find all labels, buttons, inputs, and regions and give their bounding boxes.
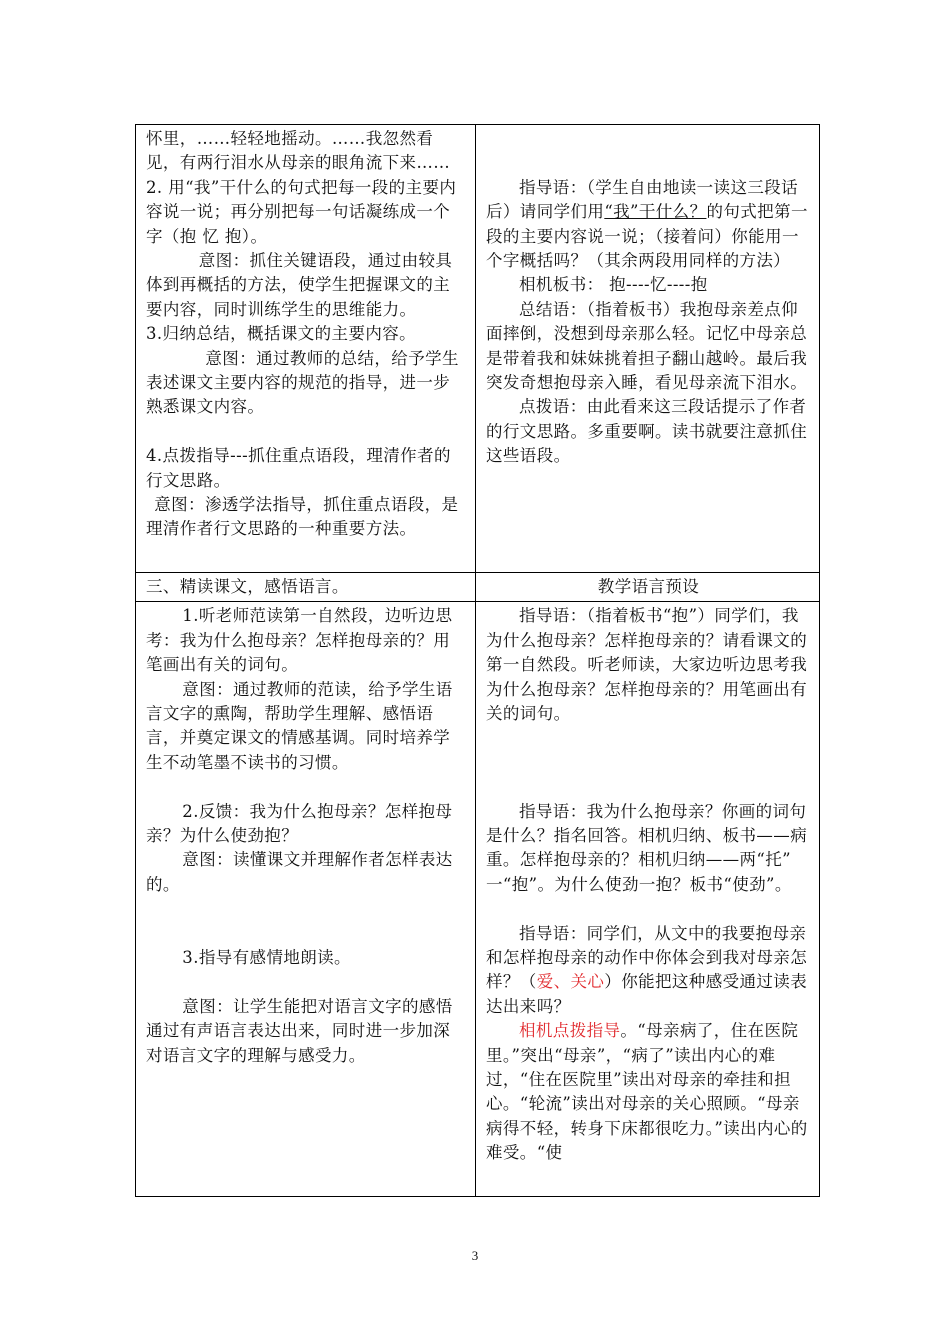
guide-paragraph: 指导语：我为什么抱母亲？你画的词句是什么？指名回答。相机归纳、板书——病重。怎样抱母亲的？相机归纳——两“托” 一“抱”。为什么使劲一抱？板书“使劲”。	[486, 801, 808, 894]
column-heading: 教学语言预设	[476, 573, 820, 602]
spacer	[486, 151, 811, 175]
intent-text: 意图：通过教师的范读，给予学生语言文字的熏陶，帮助学生理解、感悟语言，并奠定课文的情感基调。同时培养学生不动笔墨不读书的习惯。	[146, 679, 453, 772]
spacer	[146, 922, 467, 946]
spacer	[486, 726, 811, 750]
spacer	[486, 775, 811, 799]
activity-step-2: 2. 用“我”干什么的句式把每一段的主要内容说一说；再分别把每一句话凝练成一个字（抱 忆 抱）。	[146, 177, 457, 246]
intent-text: 意图：抓住关键语段，通过由较具体到再概括的方法，使学生把握课文的主要内容，同时训练学生的思维能力。	[146, 251, 453, 319]
text-line: 怀里，……轻轻地摇动。……我忽然看见，有两行泪水从母亲的眼角流下来……	[146, 129, 451, 173]
guide-text: 的句式把第一段的主要内容说一说；（接着问）你能用一个字概括吗？（其余两段用同样的方法）	[486, 202, 808, 270]
underlined-sentence-pattern: “我”干什么？	[604, 202, 707, 222]
activity-step-3: 3.指导有感情地朗读。	[182, 948, 351, 968]
intent-text: 意图：通过教师的总结，给予学生表述课文主要内容的规范的指导，进一步熟悉课文内容。	[146, 348, 459, 417]
spacer	[146, 775, 467, 799]
highlighted-answer: 爱、关心	[536, 972, 605, 992]
teaching-language-cell	[476, 602, 820, 1197]
page-number: 3	[471, 1248, 479, 1263]
section-title: 三、精读课文，感悟语言。	[136, 573, 476, 602]
spacer	[146, 970, 467, 994]
board-writing: 相机板书： 抱----忆----抱	[519, 275, 708, 295]
spacer	[146, 897, 467, 921]
activity-cell	[136, 125, 476, 573]
intent-text: 意图：读懂课文并理解作者怎样表达的。	[146, 850, 453, 894]
intent-text: 意图：让学生能把对语言文字的感悟通过有声语言表达出来，同时进一步加深对语言文字的理解与感受力。	[146, 996, 453, 1065]
spacer	[486, 751, 811, 775]
activity-step-1: 1.听老师范读第一自然段，边听边思考：我为什么抱母亲？怎样抱母亲的？用笔画出有关的词句。	[146, 606, 453, 675]
guide-text: ）你能把这种感受通过读表达出来吗？	[486, 972, 808, 1016]
teaching-language-cell	[476, 125, 820, 573]
summary-paragraph: 总结语：（指着板书）我抱母亲差点仰面摔倒，没想到母亲那么轻。记忆中母亲总是带着我和妹妹挑着担子翻山越岭。最后我突发奇想抱母亲入睡，看见母亲流下泪水。	[486, 299, 808, 393]
guide-text: 指导语：同学们，从文中的我要抱母亲和怎样抱母亲的动作中你体会到我对母亲怎样？（	[486, 923, 808, 992]
activity-step-4: 4.点拨指导---抓住重点语段，理清作者的行文思路。	[146, 446, 451, 490]
highlighted-label: 相机点拨指导	[519, 1021, 621, 1041]
spacer	[486, 897, 811, 921]
lesson-plan-table	[135, 124, 820, 1197]
table-row-continuation	[136, 125, 820, 573]
section-header-row	[136, 573, 820, 602]
guide-text: 指导语：（学生自由地读一读这三段话后）请同学们用	[486, 177, 799, 222]
spacer	[486, 127, 811, 151]
activity-cell	[136, 602, 476, 1197]
guide-paragraph	[486, 176, 811, 274]
guide-paragraph: 指导语：（指着板书“抱”）同学们，我为什么抱母亲？怎样抱母亲的？请看课文的第一自然段。听老师读，大家边听边思考我为什么抱母亲？怎样抱母亲的？用笔画出有关的词句。	[486, 606, 808, 724]
guide-paragraph	[486, 922, 811, 1020]
point-paragraph: 点拨语：由此看来这三段话提示了作者的行文思路。多重要啊。读书就要注意抓住这些语段。	[486, 397, 808, 466]
activity-step-2: 2.反馈：我为什么抱母亲？怎样抱母亲？为什么使劲抱？	[146, 801, 453, 846]
reading-guidance-paragraph	[486, 1019, 811, 1165]
spacer	[146, 420, 467, 444]
activity-step-3: 3.归纳总结，概括课文的主要内容。	[146, 324, 417, 344]
guidance-text: 。“母亲病了，住在医院里。”突出“母亲”，“病了”读出内心的难过，“住在医院里”读出对母亲的牵挂和担心。“轮流”读出对母亲的关心照顾。“母亲病得不轻，转身下床都很吃力。”读出内心的难受。“使	[486, 1021, 808, 1163]
intent-text: 意图：渗透学法指导，抓住重点语段，是理清作者行文思路的一种重要方法。	[146, 495, 459, 539]
table-row-intensive-reading	[136, 602, 820, 1197]
